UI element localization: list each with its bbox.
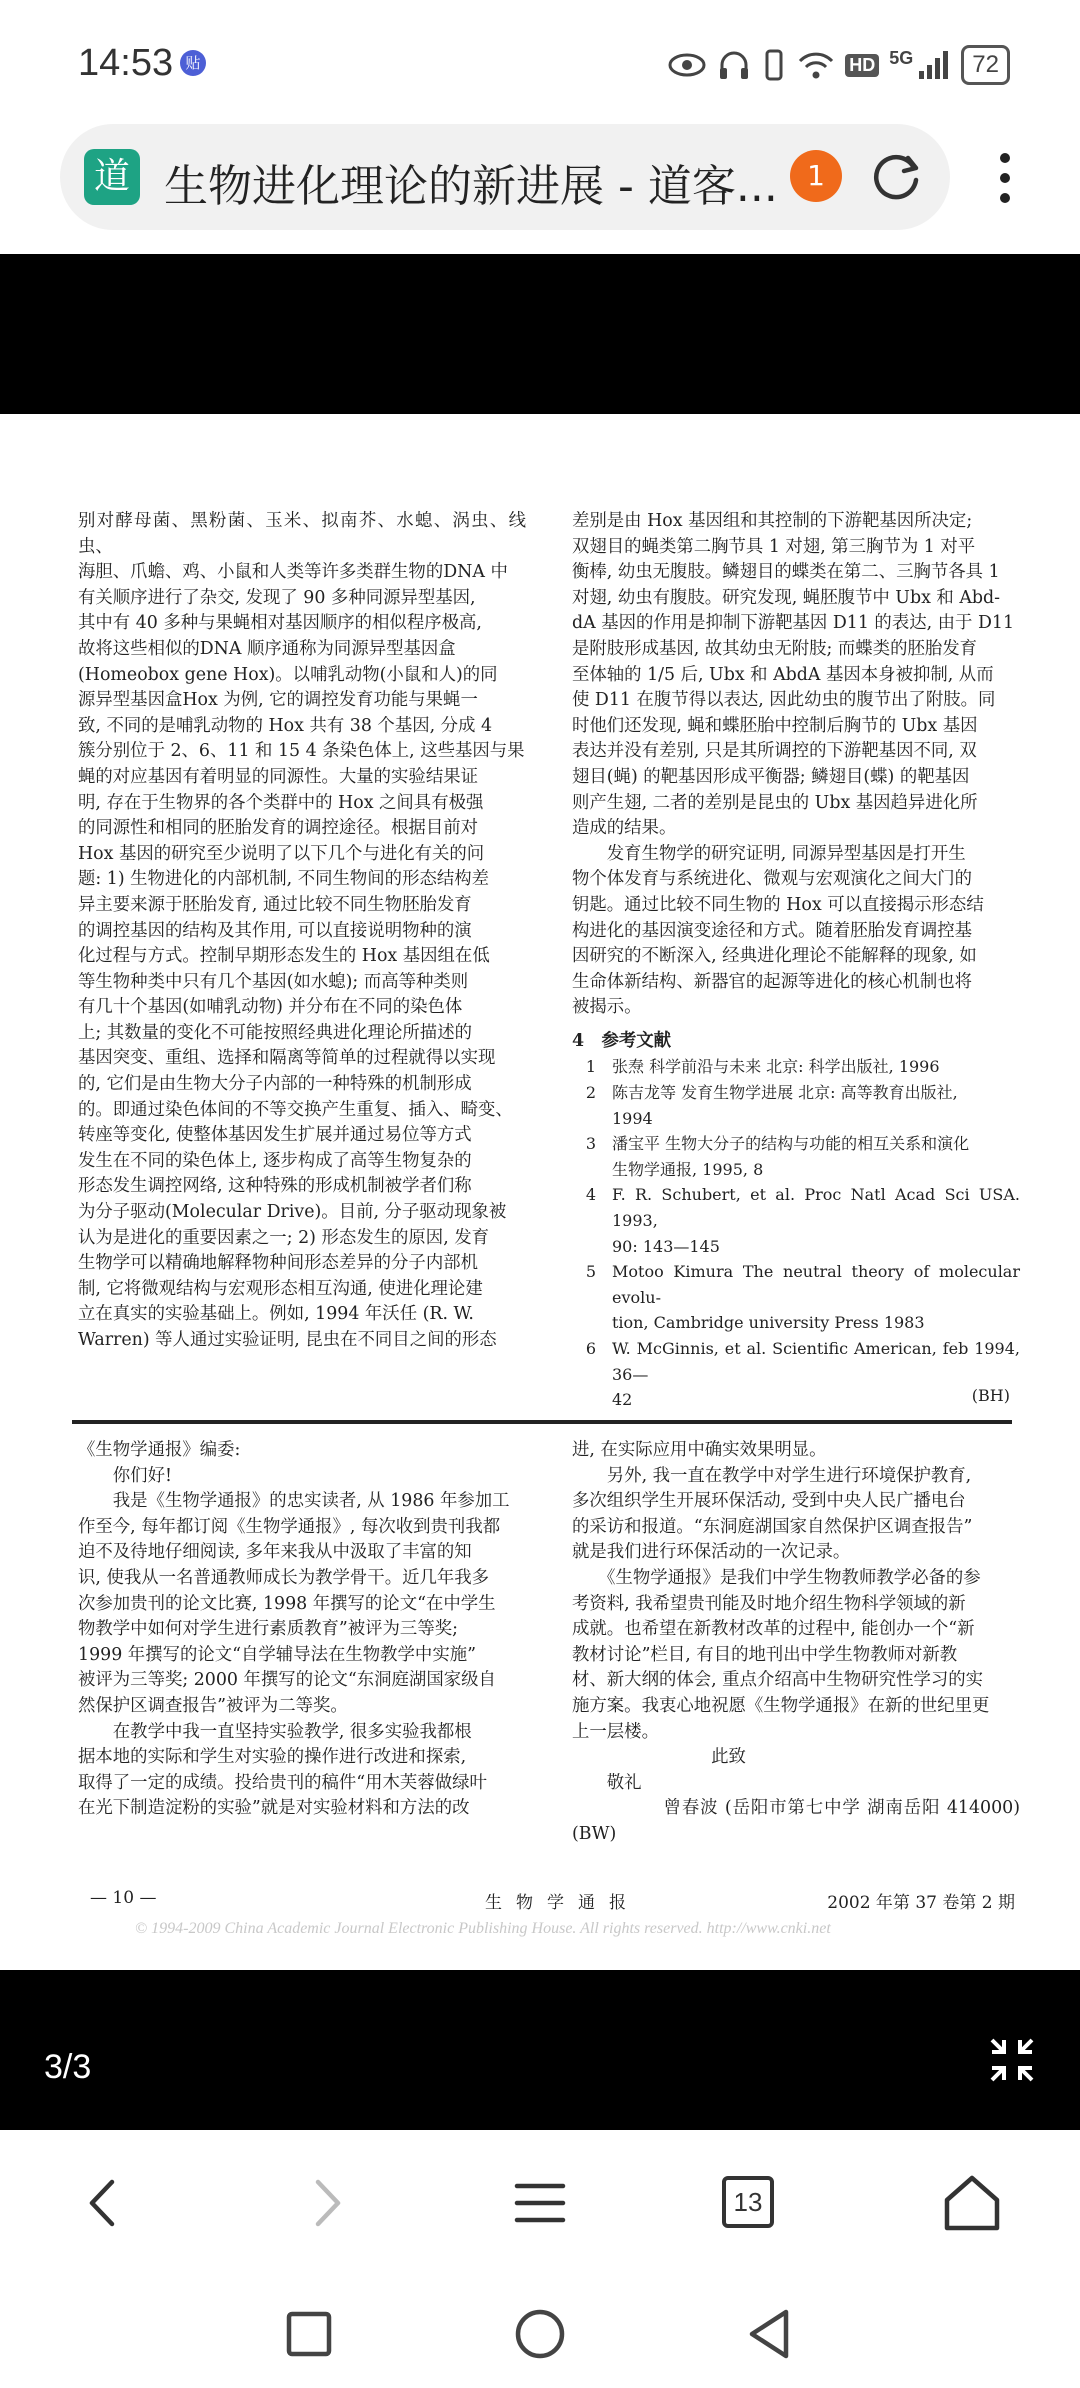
body-text-line: 的调控基因的结构及其作用, 可以直接说明物种的演	[78, 920, 472, 941]
body-text-line: 发育生物学的研究证明, 同源异型基因是打开生	[572, 843, 966, 864]
reference-item	[582, 1157, 1020, 1183]
body-text-line: 异主要来源于胚胎发育, 通过比较不同生物胚胎发育	[78, 894, 472, 915]
reference-item	[582, 1054, 1020, 1080]
status-icons	[667, 40, 1010, 90]
body-text-line: 故将这些相似的DNA 顺序通称为同源异型基因盒	[78, 638, 456, 659]
body-text-line: 致, 不同的是哺乳动物的 Hox 共有 38 个基因, 分成 4	[78, 715, 493, 736]
body-text-line: 认为是进化的重要因素之一; 2) 形态发生的原因, 发育	[78, 1227, 490, 1248]
site-logo: 道	[84, 149, 140, 205]
reference-number: 2	[585, 1083, 596, 1103]
reference-item	[582, 1259, 1020, 1310]
signal-icon	[917, 49, 951, 81]
section-divider	[72, 1420, 1012, 1424]
letter-text-line: 识, 使我从一名普通教师成长为教学骨干。近几年我多	[78, 1567, 490, 1588]
reference-item	[582, 1234, 1020, 1260]
left-column	[78, 509, 526, 1354]
body-text-line: 海胆、爪蟾、鸡、小鼠和人类等许多类群生物的DNA 中	[78, 562, 508, 583]
body-text-line: 对翅, 幼虫有腹肢。研究发现, 蝇胚腹节中 Ubx 和 Abd-	[572, 587, 1001, 608]
body-text-line: 时他们还发现, 蝇和蝶胚胎中控制后胸节的 Ubx 基因	[572, 715, 978, 736]
body-text-line: Warren) 等人通过实验证明, 昆虫在不同目之间的形态	[78, 1330, 497, 1350]
body-text-line: 立在真实的实验基础上。例如, 1994 年沃任 (R. W.	[78, 1304, 474, 1325]
back-nav-icon[interactable]	[740, 2304, 800, 2364]
reference-number: 5	[585, 1262, 596, 1282]
body-text-line: 则产生翅, 二者的差别是昆虫的 Ubx 基因趋异进化所	[572, 792, 978, 813]
reference-text: 1994	[612, 1108, 653, 1128]
address-bar[interactable]	[60, 124, 950, 230]
letter-text-line: 我是《生物学通报》的忠实读者, 从 1986 年参加工	[78, 1491, 510, 1512]
page-indicator: 3/3	[44, 2048, 92, 2086]
body-text-line: Hox 基因的研究至少说明了以下几个与进化有关的问	[78, 843, 485, 864]
letter-text-line: 成就。也希望在新教材改革的过程中, 能创办一个“新	[572, 1619, 975, 1640]
recents-icon[interactable]	[279, 2304, 339, 2364]
collapse-icon[interactable]	[988, 2036, 1036, 2084]
letter-text-line: 《生物学通报》是我们中学生物教师教学必备的参	[572, 1567, 981, 1588]
right-paragraphs	[572, 509, 1020, 1021]
body-text-line: 为分子驱动(Molecular Drive)。目前, 分子驱动现象被	[78, 1202, 507, 1223]
reference-text: 潘宝平 生物大分子的结构与功能的相互关系和演化	[612, 1134, 970, 1154]
body-text-line: dA 基因的作用是抑制下游靶基因 D11 的表达, 由于 D11	[572, 613, 1015, 634]
hamburger-icon[interactable]	[505, 2168, 575, 2238]
letter-text-line: 次参加贵刊的论文比赛, 1998 年撰写的论文“在中学生	[78, 1593, 496, 1614]
body-text-line: 造成的结果。	[572, 818, 677, 839]
reference-item	[582, 1131, 1020, 1157]
letter-text-line: 上一层楼。	[572, 1721, 659, 1742]
body-text-line: 基因突变、重组、选择和隔离等简单的过程就得以实现	[78, 1048, 496, 1069]
copyright-watermark: © 1994-2009 China Academic Journal Electronic Publishing House. All rights reserved. http://www.cnki.net	[135, 1920, 831, 1937]
body-text-line: 构进化的基因演变途径和方式。随着胚胎发育调控基	[572, 920, 972, 941]
letter-text-line: 材、新大纲的体会, 重点介绍高中生物研究性学习的实	[572, 1670, 984, 1691]
letter-text-line: 曾春波 (岳阳市第七中学 湖南岳阳 414000) (BW)	[572, 1798, 1020, 1844]
reference-text: Motoo Kimura The neutral theory of molecular evolu-	[612, 1262, 1020, 1307]
reference-number	[582, 1106, 596, 1132]
body-text-line: 明, 存在于生物界的各个类群中的 Hox 之间具有极强	[78, 792, 484, 813]
reload-icon[interactable]	[868, 148, 926, 206]
letter-text-line: 另外, 我一直在教学中对学生进行环境保护教育,	[572, 1465, 972, 1486]
body-text-line: 上; 其数量的变化不可能按照经典进化理论所描述的	[78, 1022, 472, 1043]
document-page[interactable]	[0, 414, 1080, 1970]
letter-text-line: 敬礼	[572, 1772, 642, 1793]
reference-item	[582, 1080, 1020, 1106]
reference-number: 3	[585, 1134, 596, 1154]
status-bar	[0, 0, 1080, 120]
body-text-line: 发生在不同的染色体上, 逐步构成了高等生物复杂的	[78, 1150, 472, 1171]
body-text-line: 制, 它将微观结构与宏观形态相互沟通, 使进化理论建	[78, 1278, 483, 1299]
body-text-line: (Homeobox gene Hox)。以哺乳动物(小鼠和人)的同	[78, 664, 498, 685]
reference-number: 1	[585, 1057, 596, 1077]
viewer-bottom-bar	[0, 1970, 1080, 2130]
body-text-line: 的, 它们是由生物大分子内部的一种特殊的机制形成	[78, 1074, 472, 1095]
reference-number: 4	[585, 1185, 596, 1205]
letter-text-line: 此致	[572, 1747, 746, 1768]
reference-number	[582, 1234, 596, 1260]
wifi-icon	[797, 49, 835, 81]
reference-list	[572, 1054, 1020, 1412]
reference-number: 6	[585, 1339, 596, 1358]
right-column	[572, 509, 1020, 1413]
network-type: 5G	[889, 47, 914, 68]
reference-text: 42	[612, 1390, 633, 1410]
reference-text: W. McGinnis, et al. Scientific American, feb 1994, 36—	[612, 1339, 1020, 1384]
reference-item	[582, 1336, 1020, 1387]
body-text-line: 其中有 40 多种与果蝇相对基因顺序的相似程序极高,	[78, 613, 482, 634]
reference-number	[582, 1310, 596, 1336]
letter-text-line: 多次组织学生开展环保活动, 受到中央人民广播电台	[572, 1491, 966, 1512]
headphones-icon	[717, 48, 751, 82]
reference-number	[582, 1157, 596, 1183]
reference-item	[582, 1182, 1020, 1233]
body-text-line: 钥匙。通过比较不同生物的 Hox 可以直接揭示形态结	[572, 894, 984, 915]
letter-text-line: 施方案。我衷心地祝愿《生物学通报》在新的世纪里更	[572, 1695, 990, 1716]
reference-text: 90: 143—145	[612, 1236, 720, 1256]
body-text-line: 源异型基因盒Hox 为例, 它的调控发育功能与果蝇一	[78, 690, 478, 711]
reference-item	[582, 1106, 1020, 1132]
body-text-line: 翅目(蝇) 的靶基因形成平衡器; 鳞翅目(蝶) 的靶基因	[572, 766, 970, 787]
letter-text-line: 就是我们进行环保活动的一次记录。	[572, 1542, 851, 1563]
reference-item	[582, 1310, 1020, 1336]
tabs-icon[interactable]: 13	[722, 2176, 774, 2228]
letter-text-line: 取得了一定的成绩。投给贵刊的稿件“用木芙蓉做绿叶	[78, 1772, 487, 1793]
letter-text-line: 教材讨论”栏目, 有目的地刊出中学生物教师对新教	[572, 1644, 958, 1665]
letter-right-column	[572, 1438, 1020, 1848]
body-text-line: 因研究的不断深入, 经典进化理论不能解释的现象, 如	[572, 946, 977, 967]
body-text-line: 差别是由 Hox 基因组和其控制的下游靶基因所决定;	[572, 511, 973, 531]
page-number: — 10 —	[90, 1888, 157, 1908]
references-heading: 4 参考文献	[572, 1030, 672, 1051]
body-text-line: 衡棒, 幼虫无腹肢。鳞翅目的蝶类在第二、三胸节各具 1	[572, 562, 1000, 583]
chevron-left-icon[interactable]	[70, 2168, 140, 2238]
body-text-line: 双翅目的蝇类第二胸节具 1 对翅, 第三胸节为 1 对平	[572, 536, 976, 557]
body-text-line: 是附肢形成基因, 故其幼虫无附肢; 而蝶类的胚胎发育	[572, 638, 978, 659]
chevron-right-icon[interactable]	[290, 2168, 360, 2238]
letter-text-line: 进, 在实际应用中确实效果明显。	[572, 1440, 827, 1460]
body-text-line: 生物学可以精确地解释物种间形态差异的分子内部机	[78, 1253, 478, 1274]
home-icon[interactable]	[937, 2168, 1007, 2238]
letter-text-line: 在教学中我一直坚持实验教学, 很多实验我都根	[78, 1721, 472, 1742]
status-time: 14:53	[78, 42, 174, 84]
letter-text-line: 你们好!	[78, 1465, 172, 1486]
body-text-line: 转座等变化, 使整体基因发生扩展并通过易位等方式	[78, 1125, 472, 1146]
body-text-line: 题: 1) 生物进化的内部机制, 不同生物间的形态结构差	[78, 869, 490, 890]
home-nav-icon[interactable]	[510, 2304, 570, 2364]
eye-icon	[667, 50, 707, 80]
letter-text-line: 《生物学通报》编委:	[78, 1440, 241, 1460]
vibrate-icon	[761, 48, 787, 82]
body-text-line: 有关顺序进行了杂交, 发现了 90 多种同源异型基因,	[78, 587, 476, 608]
body-text-line: 的。即通过染色体间的不等交换产生重复、插入、畸变、	[78, 1099, 513, 1120]
reference-text: 陈吉龙等 发育生物学进展 北京: 高等教育出版社,	[612, 1083, 958, 1103]
body-text-line: 的同源性和相同的胚胎发育的调控途径。根据目前对	[78, 818, 478, 839]
body-text-line: 化过程与方式。控制早期形态发生的 Hox 基因组在低	[78, 946, 490, 967]
letter-left-column	[78, 1438, 526, 1822]
reference-text: 张焘 科学前沿与未来 北京: 科学出版社, 1996	[612, 1057, 940, 1077]
hd-badge: HD	[845, 54, 879, 77]
issue-info: 2002 年第 37 卷第 2 期	[827, 1893, 1015, 1913]
body-text-line: 别对酵母菌、黑粉菌、玉米、拟南芥、水螅、涡虫、线虫、	[78, 511, 526, 557]
body-text-line: 生命体新结构、新器官的起源等进化的核心机制也将	[572, 971, 972, 992]
body-text-line: 至体轴的 1/5 后, Ubx 和 AbdA 基因本身被抑制, 从而	[572, 664, 994, 685]
letter-text-line: 据本地的实际和学生对实验的操作进行改进和探索,	[78, 1747, 467, 1768]
reference-text: tion, Cambridge university Press 1983	[612, 1313, 925, 1333]
reference-text: F. R. Schubert, et al. Proc Natl Acad Sci USA. 1993,	[612, 1185, 1020, 1231]
letter-text-line: 然保护区调查报告”被评为二等奖。	[78, 1695, 348, 1716]
body-text-line: 簇分别位于 2、6、11 和 15 4 条染色体上, 这些基因与果	[78, 741, 525, 762]
letter-text-line: 考资料, 我希望贵刊能及时地介绍生物科学领域的新	[572, 1593, 966, 1614]
body-text-line: 被揭示。	[572, 997, 642, 1018]
body-text-line: 蝇的对应基因有着明显的同源性。大量的实验结果证	[78, 766, 478, 787]
body-text-line: 有几十个基因(如哺乳动物) 并分布在不同的染色体	[78, 997, 463, 1018]
body-text-line: 使 D11 在腹节得以表达, 因此幼虫的腹节出了附肢。同	[572, 690, 996, 711]
letter-text-line: 迫不及待地仔细阅读, 多年来我从中汲取了丰富的知	[78, 1542, 472, 1563]
letter-text-line: 在光下制造淀粉的实验”就是对实验材料和方法的改	[78, 1798, 470, 1819]
letter-text-line: 被评为三等奖; 2000 年撰写的论文“东洞庭湖国家级自	[78, 1670, 496, 1691]
body-text-line: 形态发生调控网络, 这种特殊的形成机制被学者们称	[78, 1176, 472, 1197]
viewer-top-bar	[0, 254, 1080, 414]
more-options-icon[interactable]	[990, 148, 1020, 208]
letter-text-line: 的采访和报道。“东洞庭湖国家自然保护区调查报告”	[572, 1516, 973, 1537]
app-badge-icon: 贴	[180, 50, 206, 76]
journal-name: 生物学通报	[485, 1893, 640, 1913]
letter-text-line: 1999 年撰写的论文“自学辅导法在生物教学中实施”	[78, 1644, 476, 1665]
body-text-line: 表达并没有差别, 只是其所调控的下游靶基因不同, 双	[572, 741, 977, 762]
battery-indicator: 72	[961, 45, 1010, 85]
reference-item	[582, 1387, 1020, 1413]
body-text-line: 等生物种类中只有几个基因(如水螅); 而高等种类则	[78, 971, 469, 992]
reference-text: 生物学通报, 1995, 8	[612, 1159, 764, 1179]
letter-text-line: 作至今, 每年都订阅《生物学通报》, 每次收到贵刊我都	[78, 1516, 501, 1537]
section-marker: (BH)	[971, 1386, 1010, 1405]
page-title[interactable]: 生物进化理论的新进展 - 道客...	[164, 161, 778, 212]
body-text-line: 物个体发育与系统进化、微观与宏观演化之间大门的	[572, 869, 972, 890]
reference-number	[582, 1387, 596, 1413]
notification-count-badge[interactable]: 1	[790, 150, 842, 202]
letter-text-line: 物教学中如何对学生进行素质教育”被评为三等奖;	[78, 1619, 458, 1640]
